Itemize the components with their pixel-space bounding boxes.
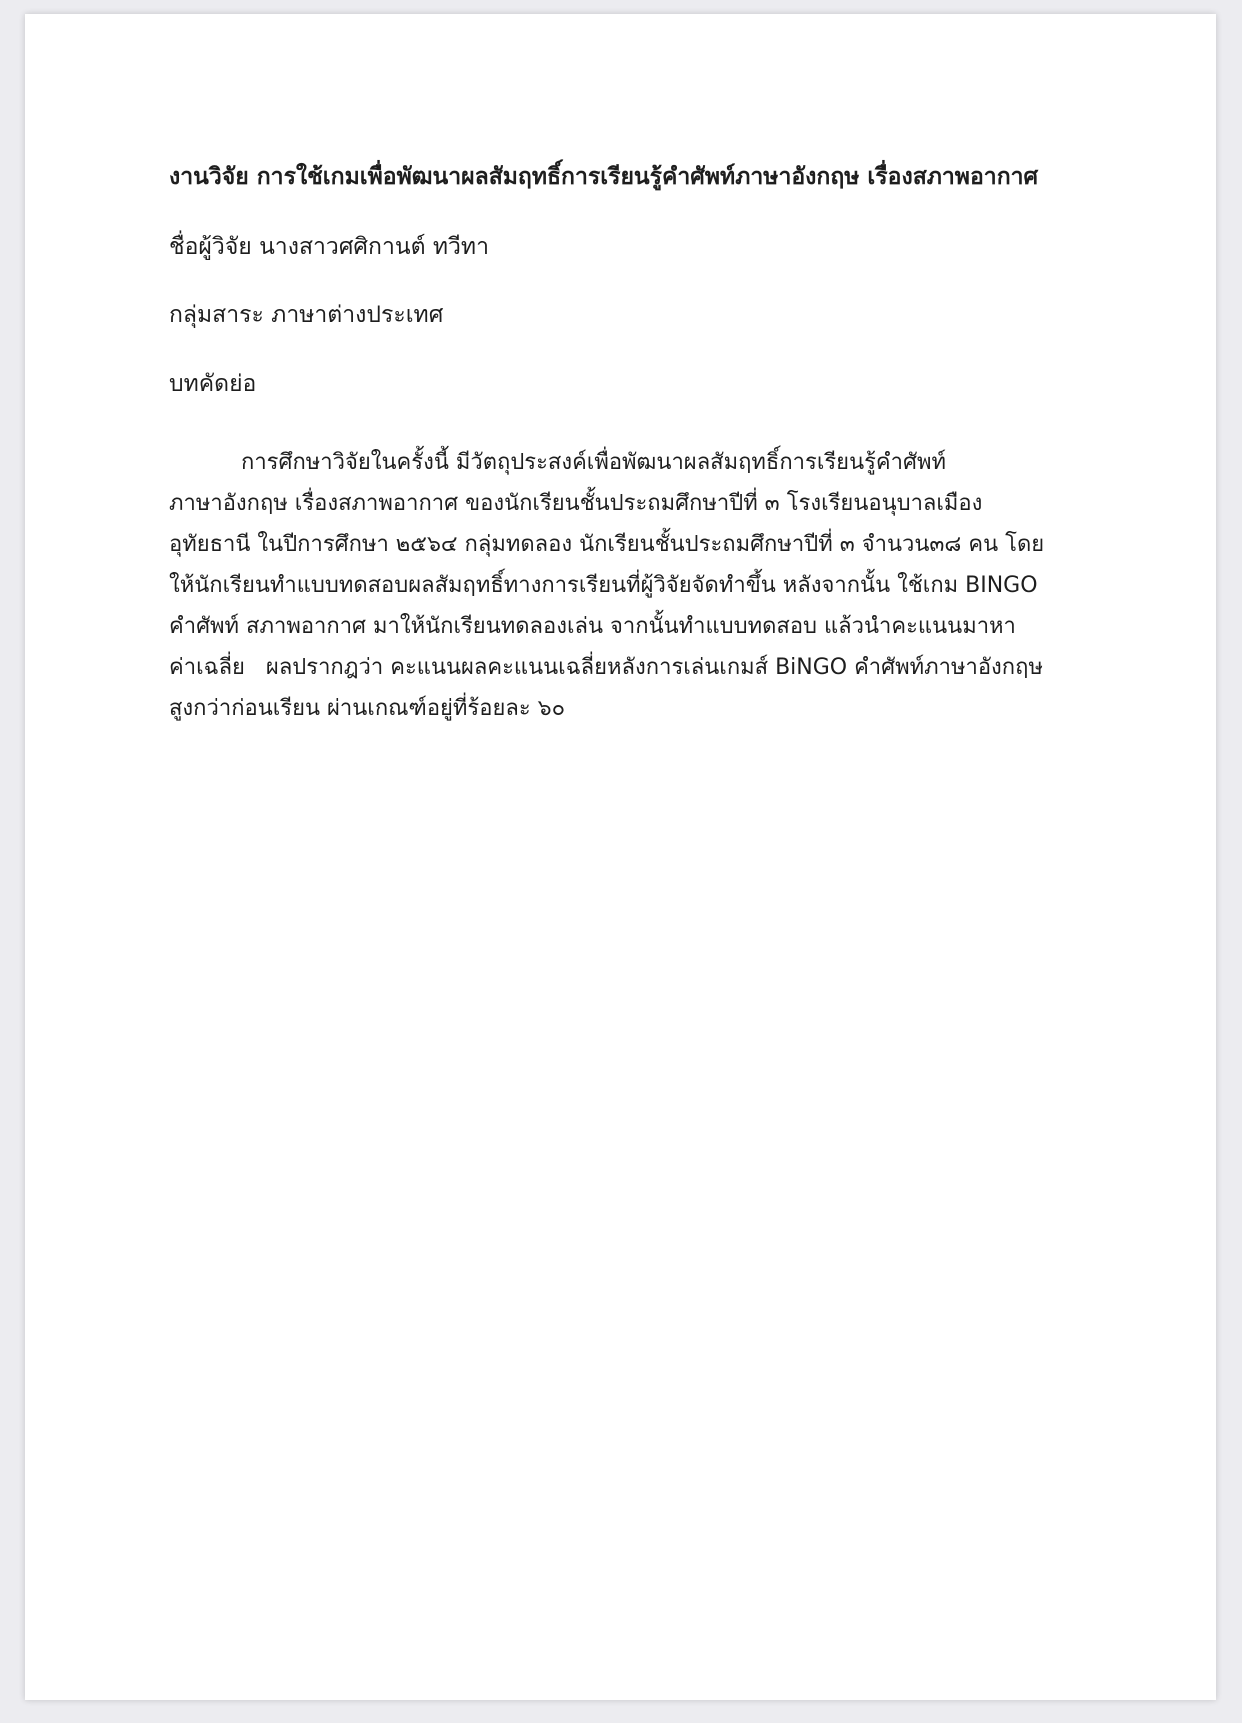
abstract-heading: บทคัดย่อ <box>169 371 257 397</box>
subject-group: กลุ่มสาระ ภาษาต่างประเทศ <box>169 302 444 328</box>
document-title: งานวิจัย การใช้เกมเพื่อพัฒนาผลสัมฤทธิ์การเรียนรู้คำศัพท์ภาษาอังกฤษ เรื่องสภาพอากาศ <box>169 164 1039 190</box>
abstract-line: การศึกษาวิจัยในครั้งนี้ มีวัตถุประสงค์เพื่อพัฒนาผลสัมฤทธิ์การเรียนรู้คำศัพท์ <box>241 450 946 475</box>
document-page <box>25 14 1216 1700</box>
researcher-name: ชื่อผู้วิจัย นางสาวศศิกานต์ ทวีทา <box>169 234 489 260</box>
abstract-paragraph <box>169 442 1099 729</box>
abstract-line: สูงกว่าก่อนเรียน ผ่านเกณฑ์อยู่ที่ร้อยละ ๖๐ <box>169 696 566 721</box>
abstract-line: คำศัพท์ สภาพอากาศ มาให้นักเรียนทดลองเล่น จากนั้นทำแบบทดสอบ แล้วนำคะแนนมาหา <box>169 614 1016 639</box>
abstract-line: ให้นักเรียนทำแบบทดสอบผลสัมฤทธิ์ทางการเรียนที่ผู้วิจัยจัดทำขึ้น หลังจากนั้น ใช้เกม BINGO <box>169 573 1038 598</box>
abstract-line: อุทัยธานี ในปีการศึกษา ๒๕๖๔ กลุ่มทดลอง นักเรียนชั้นประถมศึกษาปีที่ ๓ จำนวน๓๘ คน โดย <box>169 532 1045 557</box>
abstract-line: ภาษาอังกฤษ เรื่องสภาพอากาศ ของนักเรียนชั้นประถมศึกษาปีที่ ๓ โรงเรียนอนุบาลเมือง <box>169 491 983 516</box>
abstract-line: ค่าเฉลี่ย ผลปรากฎว่า คะแนนผลคะแนนเฉลี่ยหลังการเล่นเกมส์ BiNGO คำศัพท์ภาษาอังกฤษ <box>169 655 1043 680</box>
